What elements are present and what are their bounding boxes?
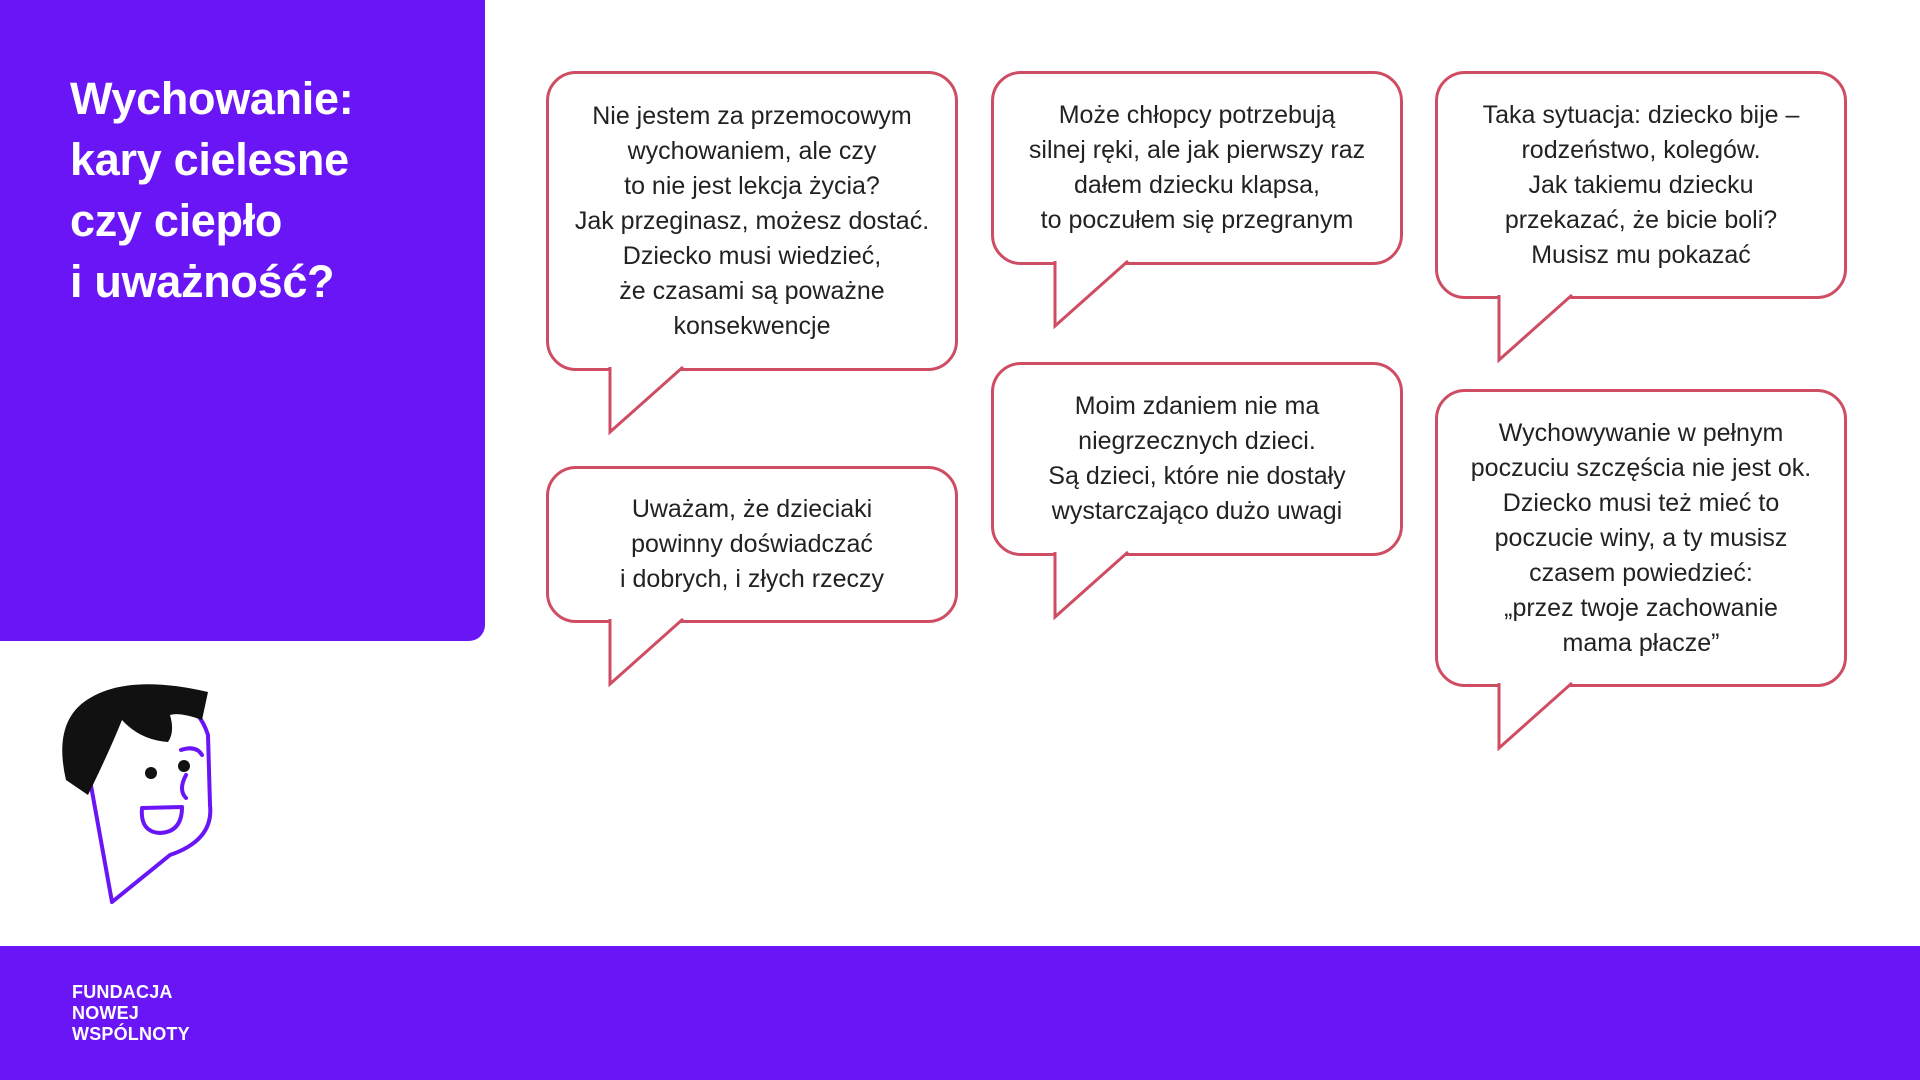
speech-bubble — [546, 71, 958, 371]
speech-bubble-tail — [1497, 683, 1597, 763]
speech-bubble-tail — [1053, 261, 1153, 341]
smiling-face-icon — [60, 680, 220, 920]
speech-bubble-tail — [608, 367, 708, 447]
bubble-quote: Uważam, że dzieciaki powinny doświadczać i dobrych, i złych rzeczy — [620, 495, 884, 593]
bubble-quote: Taka sytuacja: dziecko bije – rodzeństwo, kolegów. Jak takiemu dziecku przekazać, że bicie boli? Musisz mu pokazać — [1482, 100, 1800, 269]
bubble-quote: Nie jestem za przemocowym wychowaniem, ale czy to nie jest lekcja życia? Jak przeginasz, możesz dostać. Dziecko musi wiedzieć, że czasami są poważne konsekwencje — [574, 101, 930, 340]
foundation-logo: FUNDACJA NOWEJ WSPÓLNOTY — [72, 982, 190, 1044]
speech-bubble — [991, 362, 1403, 556]
speech-bubble — [1435, 389, 1847, 687]
speech-bubble-tail — [1053, 552, 1153, 632]
speech-bubble-tail — [1497, 295, 1597, 375]
speech-bubble-tail — [608, 619, 708, 699]
bubble-quote: Moim zdaniem nie ma niegrzecznych dzieci. Są dzieci, które nie dostały wystarczająco dużo uwagi — [1048, 392, 1346, 525]
speech-bubble — [546, 466, 958, 623]
footer-bar — [0, 946, 1920, 1080]
bubble-quote: Wychowywanie w pełnym poczuciu szczęścia nie jest ok. Dziecko musi też mieć to poczucie winy, a ty musisz czasem powiedzieć: „przez twoje zachowanie mama płacze” — [1470, 418, 1812, 657]
title-panel — [0, 0, 485, 641]
speech-bubble — [1435, 71, 1847, 299]
speech-bubble — [991, 71, 1403, 265]
slide-title: Wychowanie: kary cielesne czy ciepło i uważność? — [70, 73, 354, 307]
bubble-quote: Może chłopcy potrzebują silnej ręki, ale jak pierwszy raz dałem dziecku klapsa, to poczułem się przegranym — [1028, 101, 1366, 234]
